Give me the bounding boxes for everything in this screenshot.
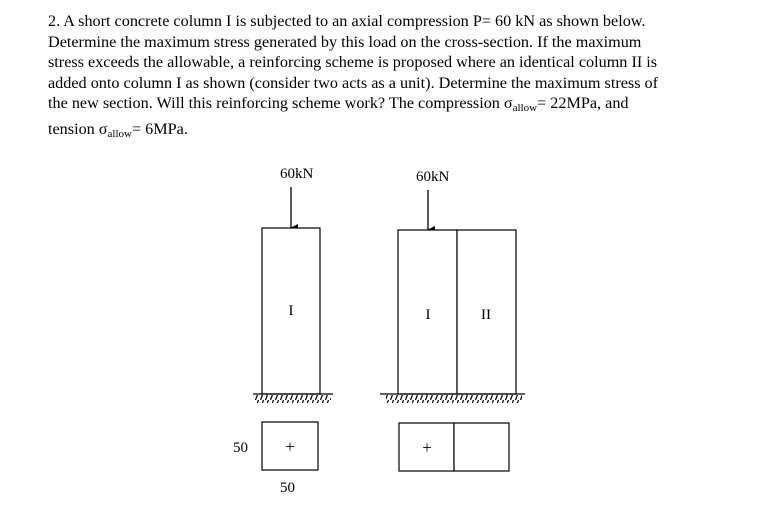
problem-line-6: tension $\sigma_{allow}= 6MPa$. xyxy=(48,119,188,140)
problem-number: 2. xyxy=(48,12,61,30)
problem-line-5: the new section. Will this reinforcing scheme work? The compression $\sigma_{allow}= 22MPa$, and xyxy=(48,94,629,114)
left-centroid-mark: + xyxy=(285,437,295,456)
left-column-assembly xyxy=(253,166,333,403)
left-load-label: 60kN xyxy=(280,166,314,182)
right-column-II-label: II xyxy=(481,307,491,323)
right-centroid-mark: + xyxy=(422,438,432,457)
right-ground-hatch xyxy=(386,395,522,403)
right-cross-section xyxy=(399,423,509,471)
left-column-label: I xyxy=(288,303,294,319)
problem-line-3: stress exceeds the allowable, a reinforcing scheme is proposed where an identical column II is xyxy=(48,53,658,71)
right-section-II xyxy=(454,423,509,471)
problem-line-4: added onto column I as shown (consider two acts as a unit). Determine the maximum stress of xyxy=(48,73,659,92)
right-load-label: 60kN xyxy=(416,169,450,185)
right-column-I-label: I xyxy=(425,307,431,323)
bottom-dimension-label: 50 xyxy=(280,480,295,496)
problem-line-2: Determine the maximum stress generated by this load on the cross-section. If the maximum xyxy=(48,32,642,51)
problem-line-1: 2. A short concrete column I is subjected to an axial compression P= 60 kN as shown below. xyxy=(48,12,646,30)
left-cross-section xyxy=(233,422,318,496)
left-dimension-label: 50 xyxy=(233,440,248,456)
right-column-assembly xyxy=(380,169,525,403)
left-ground-hatch xyxy=(255,395,331,403)
